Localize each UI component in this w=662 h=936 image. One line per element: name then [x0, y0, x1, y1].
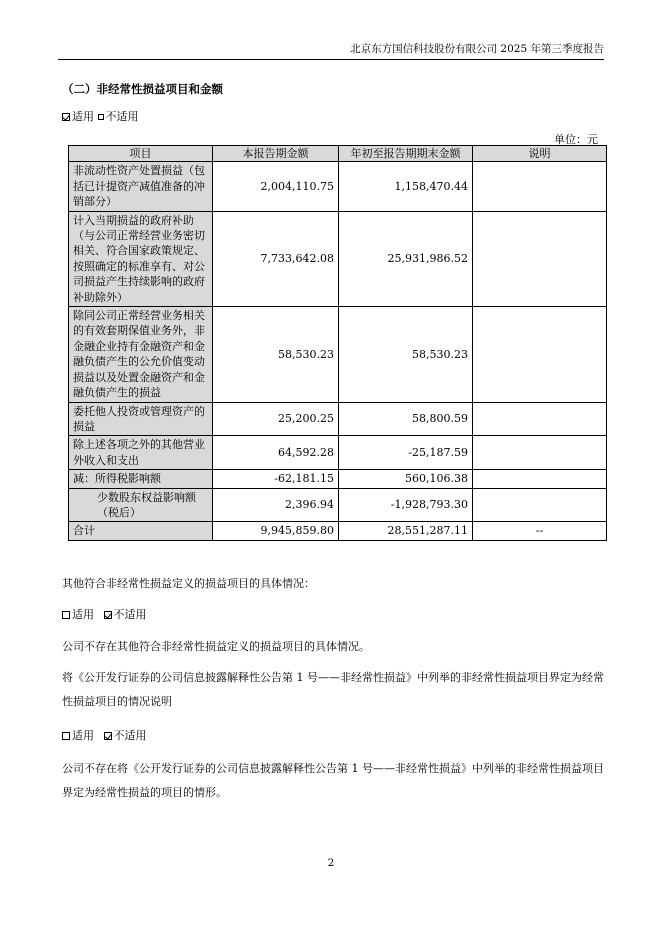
- row-item: 减：所得税影响额: [69, 470, 213, 488]
- unchecked-box-icon: [98, 114, 104, 120]
- applicable-label: 适用: [72, 110, 94, 123]
- row-ytd: 25,931,986.52: [339, 211, 473, 306]
- row-item: 除上述各项之外的其他营业外收入和支出: [69, 436, 213, 470]
- unit-label: 单位：元: [554, 133, 598, 146]
- row-ytd: -1,928,793.30: [339, 488, 473, 522]
- checked-box-icon: [62, 113, 70, 121]
- table-row: [69, 162, 607, 211]
- table-total-row: [69, 522, 607, 540]
- row-note: --: [473, 522, 607, 540]
- row-current: 58,530.23: [213, 307, 339, 402]
- row-item: 非流动性资产处置损益（包括已计提资产减值准备的冲销部分）: [69, 162, 213, 211]
- header-divider: [58, 59, 604, 60]
- row-item: 合计: [69, 522, 213, 540]
- column-header: 说明: [473, 146, 607, 162]
- column-header: 年初至报告期期末金额: [339, 146, 473, 162]
- row-ytd: 58,800.59: [339, 402, 473, 436]
- table-row: [69, 307, 607, 402]
- row-current: -62,181.15: [213, 470, 339, 488]
- page-header: 北京东方国信科技股份有限公司 2025 年第三季度报告: [350, 43, 604, 55]
- row-ytd: -25,187.59: [339, 436, 473, 470]
- other-items-options: [62, 608, 147, 622]
- checked-box-icon: [104, 732, 112, 740]
- table-row: [69, 488, 607, 522]
- table-header-row: [69, 146, 607, 162]
- unchecked-box-icon: [62, 611, 70, 619]
- row-note: [473, 211, 607, 306]
- other-items-question: 其他符合非经常性损益定义的损益项目的具体情况：: [62, 577, 315, 590]
- table-row: [69, 402, 607, 436]
- non-recurring-table: [68, 145, 607, 541]
- row-note: [473, 470, 607, 488]
- row-ytd: 58,530.23: [339, 307, 473, 402]
- table-row: [69, 470, 607, 488]
- applicable-label: 适用: [72, 729, 94, 742]
- row-current: 2,396.94: [213, 488, 339, 522]
- row-current: 25,200.25: [213, 402, 339, 436]
- checked-box-icon: [104, 611, 112, 619]
- row-ytd: 560,106.38: [339, 470, 473, 488]
- row-note: [473, 402, 607, 436]
- section-title: （二）非经常性损益项目和金额: [62, 82, 223, 96]
- row-current: 2,004,110.75: [213, 162, 339, 211]
- row-note: [473, 307, 607, 402]
- row-note: [473, 162, 607, 211]
- applicable-label: 适用: [72, 608, 94, 621]
- column-header: 本报告期金额: [213, 146, 339, 162]
- table-row: [69, 436, 607, 470]
- not-applicable-label: 不适用: [113, 729, 147, 742]
- row-ytd: 28,551,287.11: [339, 522, 473, 540]
- reclass-answer: 公司不存在将《公开发行证券的公司信息披露解释性公告第 1 号——非经常性损益》中列举的非经常性损益项目界定为经常性损益的项目的情形。: [62, 762, 604, 799]
- row-current: 64,592.28: [213, 436, 339, 470]
- row-item: 少数股东权益影响额（税后）: [69, 488, 213, 522]
- other-items-answer: 公司不存在其他符合非经常性损益定义的损益项目的具体情况。: [62, 640, 370, 653]
- applicability-options: [62, 110, 139, 124]
- not-applicable-label: 不适用: [113, 608, 147, 621]
- reclass-options: [62, 729, 147, 743]
- row-item: 计入当期损益的政府补助（与公司正常经营业务密切相关、符合国家政策规定、按照确定的标准享有、对公司损益产生持续影响的政府补助除外）: [69, 211, 213, 306]
- not-applicable-label: 不适用: [105, 110, 139, 123]
- row-item: 委托他人投资或管理资产的损益: [69, 402, 213, 436]
- row-current: 9,945,859.80: [213, 522, 339, 540]
- unchecked-box-icon: [62, 732, 70, 740]
- row-ytd: 1,158,470.44: [339, 162, 473, 211]
- row-note: [473, 436, 607, 470]
- table-row: [69, 211, 607, 306]
- page-number: 2: [327, 857, 335, 869]
- column-header: 项目: [69, 146, 213, 162]
- row-note: [473, 488, 607, 522]
- reclass-question: 将《公开发行证券的公司信息披露解释性公告第 1 号——非经常性损益》中列举的非经常性损益项目界定为经常性损益项目的情况说明: [62, 671, 604, 708]
- row-item: 除同公司正常经营业务相关的有效套期保值业务外，非金融企业持有金融资产和金融负债产生的公允价值变动损益以及处置金融资产和金融负债产生的损益: [69, 307, 213, 402]
- row-current: 7,733,642.08: [213, 211, 339, 306]
